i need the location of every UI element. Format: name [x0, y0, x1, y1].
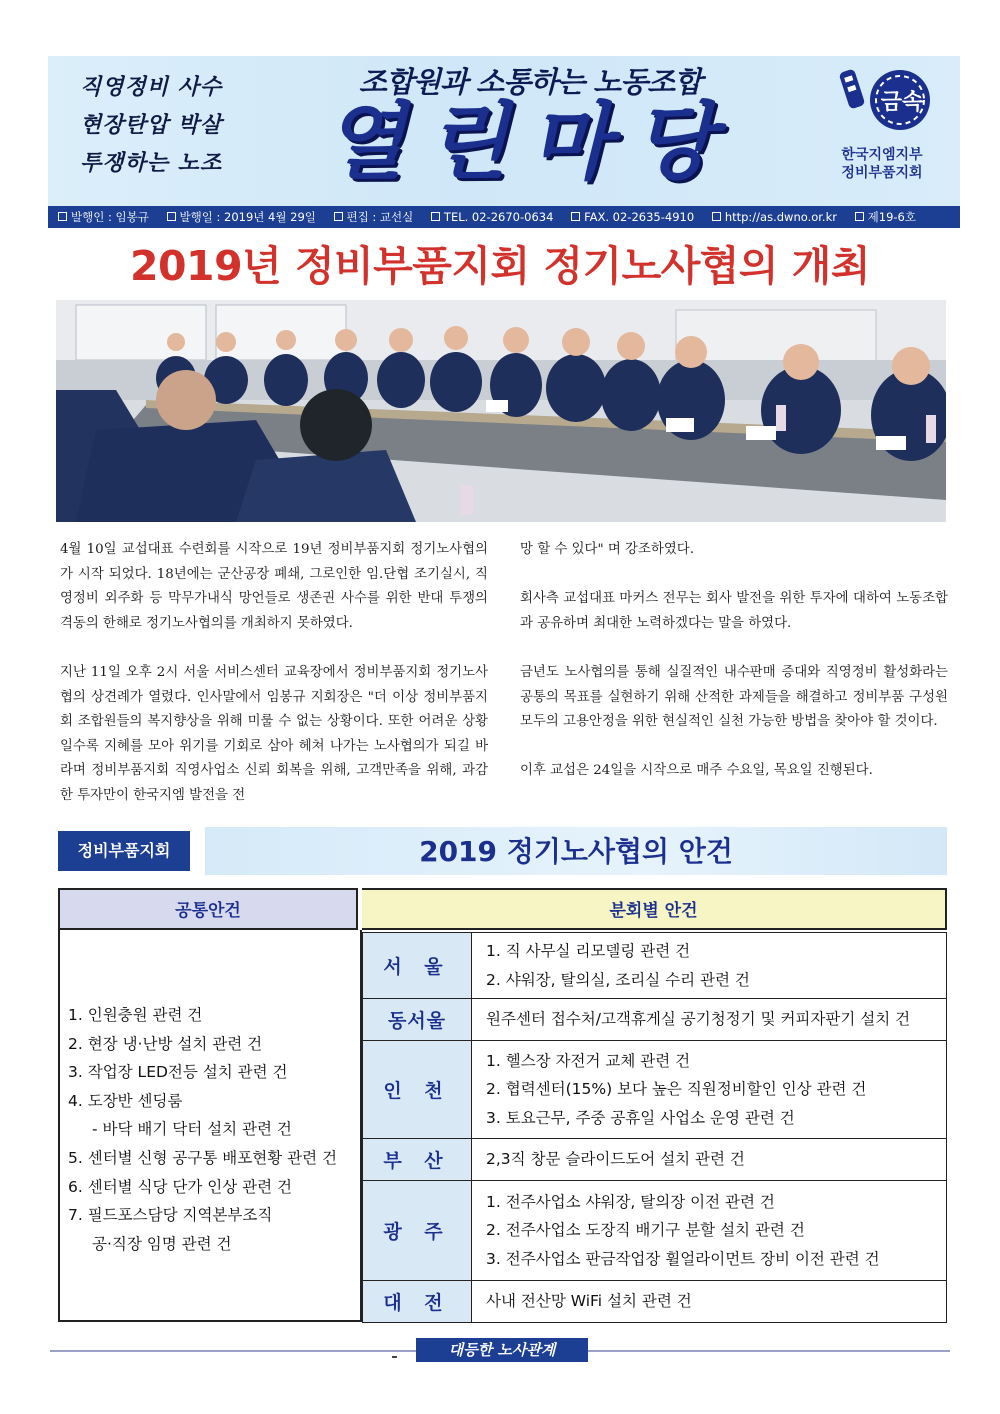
common-agenda-item: 7. 필드포스담당 지역본부조직 — [68, 1206, 273, 1225]
region-row-incheon — [363, 1041, 947, 1139]
region-items — [472, 1041, 947, 1139]
publication-info-bar — [48, 206, 960, 228]
division-agenda-table — [362, 932, 947, 1323]
article-paragraph: 이후 교섭은 24일을 시작으로 매주 수요일, 목요일 진행된다. — [520, 763, 873, 779]
article-paragraph: 망 할 수 있다" 며 강조하였다. — [520, 542, 694, 557]
region-item: 1. 직 사무실 리모델링 관련 건 — [486, 941, 691, 960]
region-row-seoul — [363, 933, 947, 999]
branch-label: 정비부품지회 — [58, 831, 190, 871]
region-item: 3. 토요근무, 주중 공휴일 사업소 운영 관련 건 — [486, 1108, 795, 1127]
common-agenda-item: 5. 센터별 신형 공구통 배포현황 관련 건 — [68, 1148, 337, 1167]
newsletter-title: 열린마당 — [323, 93, 737, 191]
common-agenda-item: 3. 작업장 LED전등 설치 관련 건 — [68, 1063, 288, 1082]
region-items — [472, 1281, 947, 1323]
slogan-1: 직영정비 사수 — [80, 75, 223, 100]
region-item: 2,3직 창문 슬라이드도어 설치 관련 건 — [486, 1150, 745, 1169]
region-item: 2. 전주사업소 도장직 배기구 분할 설치 관련 건 — [486, 1221, 805, 1240]
division-agenda-header: 분회별 안건 — [362, 888, 947, 930]
info-publisher: 발행인 : 임봉규 — [58, 210, 149, 224]
region-item: 1. 헬스장 자전거 교체 관련 건 — [486, 1051, 691, 1070]
region-items — [472, 999, 947, 1041]
region-name: 부 산 — [363, 1139, 472, 1181]
region-item: 3. 전주사업소 판금작업장 휠얼라이먼트 장비 이전 관련 건 — [486, 1249, 880, 1268]
meeting-photo — [56, 300, 946, 522]
region-row-daejeon — [363, 1281, 947, 1323]
region-row-busan — [363, 1139, 947, 1181]
common-agenda-subitem: - 바닥 배기 닥터 설치 관련 건 — [92, 1120, 292, 1139]
article-column-left — [60, 538, 488, 833]
union-logo-icon — [836, 64, 944, 136]
region-items — [472, 1139, 947, 1181]
region-item: 원주센터 접수처/고객휴게실 공기청정기 및 커피자판기 설치 건 — [486, 1010, 911, 1029]
info-fax: FAX. 02-2635-4910 — [571, 210, 694, 224]
region-name: 인 천 — [363, 1041, 472, 1139]
article-headline: 2019년 정비부품지회 정기노사협의 개최 — [129, 242, 871, 290]
common-agenda-header: 공통안건 — [58, 888, 358, 930]
slogan-3: 투쟁하는 노조 — [80, 151, 223, 176]
region-name: 서 울 — [363, 933, 472, 999]
common-agenda-subitem: 공·직장 임명 관련 건 — [92, 1234, 232, 1253]
region-name: 대 전 — [363, 1281, 472, 1323]
common-agenda-item: 4. 도장반 센딩룸 — [68, 1091, 183, 1110]
common-agenda-item: 1. 인원충원 관련 건 — [68, 1006, 203, 1024]
page-mark — [392, 1356, 397, 1358]
agenda-title: 2019 정기노사협의 안건 — [419, 835, 733, 868]
info-website-link[interactable]: http://as.dwno.or.kr — [712, 210, 837, 224]
article-paragraph: 회사측 교섭대표 마커스 전무는 회사 발전을 위한 투자에 대하여 노동조합과 공유하며 최대한 노력하겠다는 말을 하였다. — [520, 591, 948, 631]
region-row-gwangju — [363, 1181, 947, 1281]
region-name: 동서울 — [363, 999, 472, 1041]
info-issue-number: 제19-6호 — [855, 210, 916, 224]
union-logo-text: 금속 — [880, 90, 924, 115]
region-items — [472, 1181, 947, 1281]
info-date: 발행일 : 2019년 4월 29일 — [167, 210, 316, 224]
region-item: 사내 전산망 WiFi 설치 관련 건 — [486, 1292, 692, 1311]
common-agenda-list — [68, 1001, 364, 1258]
article-paragraph: 4월 10일 교섭대표 수련회를 시작으로 19년 정비부품지회 정기노사협의가 시작 되었다. 18년에는 군산공장 폐쇄, 그로인한 임.단협 조기실시, 직영정비 외주화 등 막무가내식 망언들로 생존권 사수를 위한 반대 투쟁의 격동의 한해로 정기노사협의를 개최하지 못하였다. — [60, 542, 488, 631]
region-item: 2. 협력센터(15%) 보다 높은 직원정비할인 인상 관련 건 — [486, 1080, 867, 1099]
article-paragraph: 지난 11일 오후 2시 서울 서비스센터 교육장에서 정비부품지회 정기노사협의 상견례가 열렸다. 인사말에서 임봉규 지회장은 "더 이상 정비부품지회 조합원들의 복지향상을 위해 미룰 수 없는 상황이다. 또한 어려운 상황일수록 지혜를 모아 위기를 기회로 삼아 헤쳐 나가는 노사협의가 되길 바라며 정비부품지회 직영사업소 신뢰 회복을 위해, 고객만족을 위해, 과감한 투자만이 한국지엠 발전을 전 — [60, 664, 488, 803]
org-name-line1: 한국지엠지부 — [841, 147, 923, 163]
org-name-line2: 정비부품지회 — [841, 165, 923, 181]
common-agenda-item: 6. 센터별 식당 단가 인상 관련 건 — [68, 1177, 293, 1196]
info-editor: 편집 : 교선실 — [334, 210, 414, 224]
region-items — [472, 933, 947, 999]
region-item: 2. 샤워장, 탈의실, 조리실 수리 관련 건 — [486, 970, 750, 989]
article-paragraph: 금년도 노사협의를 통해 실질적인 내수판매 증대와 직영정비 활성화라는 공통의 목표를 실현하기 위해 산적한 과제들을 해결하고 정비부품 구성원 모두의 고용안정을 위한 현실적인 실천 가능한 방법을 찾아야 할 것이다. — [520, 664, 948, 730]
info-tel: TEL. 02-2670-0634 — [431, 210, 553, 224]
region-name: 광 주 — [363, 1181, 472, 1281]
footer-motto: 대등한 노사관계 — [416, 1338, 588, 1362]
region-item: 1. 전주사업소 샤워장, 탈의장 이전 관련 건 — [486, 1192, 775, 1211]
organization-name — [820, 146, 944, 182]
slogan-2: 현장탄압 박살 — [80, 113, 223, 138]
article-column-right — [520, 538, 948, 809]
common-agenda-item: 2. 현장 냉·난방 설치 관련 건 — [68, 1034, 263, 1053]
region-row-dongseoul — [363, 999, 947, 1041]
newsletter-subtitle: 조합원과 소통하는 노동조합 — [358, 65, 702, 99]
